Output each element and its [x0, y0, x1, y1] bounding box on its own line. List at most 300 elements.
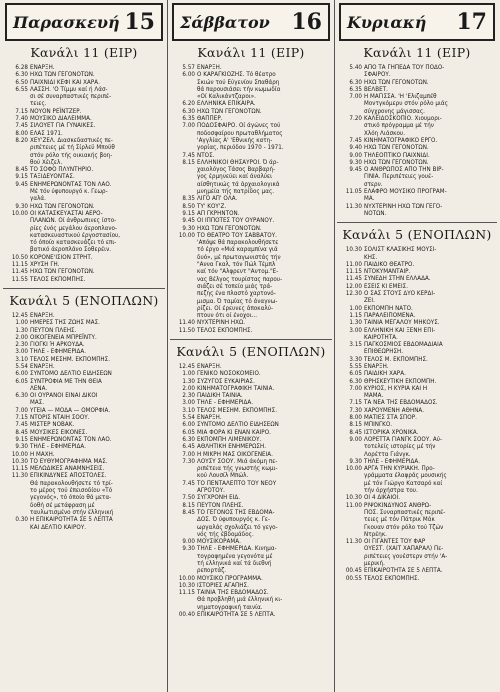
program-entry	[7, 480, 165, 487]
program-title: Θά προβληθή μιά έλληνική κι-	[197, 596, 283, 604]
program-title: "Αννα Γκαλ, τόν Πώλ Τέμπλ	[197, 261, 276, 269]
program-entry	[341, 159, 497, 166]
program-time: 3.30	[349, 355, 362, 363]
program-entry	[174, 604, 332, 611]
program-title: ΧΑΡΟΥΜΕΝΗ ΑΘΗΝΑ.	[364, 406, 425, 414]
program-time: 11.00	[345, 260, 362, 268]
program-entry	[174, 173, 332, 180]
program-time: 12.00	[345, 282, 362, 290]
program-title: ΣΥΖΥΓΟΣ ΕΥΚΑΙΡΙΑΣ.	[197, 377, 255, 385]
program-title: ΟΙ ΚΑΤΑΣΚΕΥΑΣΤΑΙ ΑΕΡΟ-	[30, 209, 103, 217]
section-divider	[3, 288, 165, 289]
program-entry	[7, 451, 165, 458]
program-title: Ο ΚΑΡΑΓΚΙΟΖΗΣ. Τό θέατρο	[197, 71, 276, 79]
program-time: 1.30	[349, 319, 362, 327]
program-time: 2.00	[182, 384, 195, 392]
program-entry	[174, 225, 332, 232]
program-time	[174, 487, 197, 494]
program-title: ΤΟ ΓΕΓΟΝΟΣ ΤΗΣ ΕΒΔΟΜΑ-	[197, 508, 275, 516]
program-entry	[7, 122, 165, 129]
program-title: νηματογραφική ταινία.	[197, 603, 263, 611]
program-entry	[341, 305, 497, 312]
program-title: νός τής έβδομάδος.	[197, 530, 254, 538]
program-entry	[341, 421, 497, 428]
program-entry	[7, 327, 165, 334]
program-entry	[174, 487, 332, 494]
program-title: ΕΝΑΡΞΗ.	[30, 362, 55, 370]
program-entry	[7, 443, 165, 450]
program-title: μέ τόν Γιώργο Κατσαρό καί	[364, 479, 443, 487]
program-time	[174, 173, 197, 180]
day-date: 15	[124, 9, 155, 35]
program-title: ωργαλάς σχολιάζει τό γεγο-	[197, 523, 278, 531]
program-time: 11.45	[11, 268, 28, 276]
program-entry	[174, 152, 332, 159]
program-title: γορίας, περιόδου 1970 - 1971.	[197, 144, 284, 152]
program-time	[174, 246, 197, 253]
program-entry	[7, 152, 165, 159]
program-entry	[174, 100, 332, 107]
program-time: 9.45	[182, 217, 195, 225]
program-title: ΕΠΙΚΙΝΔΥΝΕΣ ΑΠΟΣΤΟΛΕΣ.	[30, 472, 107, 480]
program-entry	[7, 414, 165, 421]
program-time: 9.30	[349, 158, 362, 166]
program-title: ΠΟΔΟΣΦΑΙΡΟ. Οί άγώνες τού	[197, 122, 281, 130]
program-title: δοθή σέ μετάφραση μέ	[30, 501, 95, 509]
program-entry	[341, 363, 497, 370]
program-time	[341, 210, 364, 217]
program-title: ΜΙΣΤΕΡ ΝΟΒΑΚ.	[30, 421, 75, 429]
program-entry	[174, 305, 332, 312]
program-entry	[341, 137, 497, 144]
program-title: ποδοσφαίρου πρωταθλήματος	[197, 129, 283, 137]
program-entry	[174, 392, 332, 399]
program-entry	[7, 108, 165, 115]
program-time	[7, 195, 30, 202]
program-title: ΤΗΛΕ - ΕΦΗΜΕΡΙΔΑ. Κινημα-	[197, 545, 277, 553]
program-time: 9.15	[15, 173, 28, 181]
day-name: Παρασκευή	[13, 12, 120, 32]
program-title: ΕΛΛΗΝΙΚΑ ΕΠΙΚΑΙΡΑ.	[197, 100, 256, 108]
program-entry	[174, 93, 332, 100]
program-entry	[341, 348, 497, 355]
program-time	[7, 159, 30, 166]
program-time	[174, 261, 197, 268]
program-time: 11.15	[345, 268, 362, 276]
program-entry	[341, 399, 497, 406]
program-time: 6.30	[15, 392, 28, 400]
program-time	[7, 152, 30, 159]
program-entry	[341, 560, 497, 567]
program-title: ΣΦΑΙΡΟΥ.	[364, 71, 391, 79]
program-title: ΑΠ ΓΚΡΗΝΤΟΝ.	[197, 209, 240, 217]
program-entry	[341, 341, 497, 348]
program-entry	[7, 166, 165, 173]
program-time: 9.30	[182, 224, 195, 232]
program-entry	[174, 582, 332, 589]
program-title: Ο ΣΑΣ ΣΤΟΥΣ ΔΥΟ ΚΕΡΔΙ-	[364, 290, 436, 298]
program-entry	[341, 545, 497, 552]
program-list	[341, 246, 497, 582]
program-time: 6.00	[182, 421, 195, 429]
program-entry	[174, 538, 332, 545]
program-entry	[7, 261, 165, 268]
program-time: 11.30	[11, 472, 28, 480]
program-time: 7.00	[349, 93, 362, 101]
program-time: 7.30	[349, 406, 362, 414]
program-time: 6.00	[15, 370, 28, 378]
program-title: γράμματα έλαφράς μουσικής	[364, 472, 447, 480]
program-time: 9.40	[349, 144, 362, 152]
program-time: 1.15	[349, 311, 362, 319]
program-title: ΑΡΓΑ ΤΗΝ ΚΥΡΙΑΚΗ. Προ-	[364, 465, 435, 473]
program-entry	[341, 152, 497, 159]
program-time	[7, 100, 30, 107]
program-title: ταυλωτισμένο στήν έλληνική	[30, 508, 114, 516]
program-time: 3.10	[15, 355, 28, 363]
program-time	[7, 509, 30, 516]
program-time: 9.00	[349, 151, 362, 159]
program-title: χαιολόγος Τάσος Βαρβαρή-	[197, 166, 276, 174]
program-time: 11.30	[345, 538, 362, 546]
program-title: ΟΙ ΟΥΡΑΝΟΙ ΕΙΝΑΙ ΔΙΚΟΙ	[30, 392, 98, 400]
program-entry	[174, 217, 332, 224]
program-entry	[341, 268, 497, 275]
program-entry	[174, 531, 332, 538]
program-entry	[7, 472, 165, 479]
program-title: ΕΝΑΡΞΗ.	[364, 362, 389, 370]
program-entry	[341, 319, 497, 326]
program-title: ΟΙ ΓΙΓΑΝΤΕΣ ΤΟΥ ΦΑΡ	[364, 538, 426, 546]
program-entry	[341, 144, 497, 151]
program-entry	[174, 203, 332, 210]
day-date: 16	[291, 9, 322, 35]
program-time: 9.30	[182, 545, 195, 553]
program-title: στερν.	[364, 180, 383, 188]
program-title: Σκιών τού Εύγενίου Σπαθάρη	[197, 78, 280, 86]
program-time	[174, 604, 197, 611]
program-time: 7.15	[15, 107, 28, 115]
program-entry	[7, 276, 165, 283]
program-entry	[7, 356, 165, 363]
program-title: τογραφημένα γεγονότα μέ	[197, 552, 273, 560]
program-title: ΤΕΛΟΣ ΕΚΠΟΜΠΗΣ.	[197, 326, 253, 334]
program-title: ΝΥΧΤΕΡΙΝΗ ΗΧΩ ΤΩΝ ΓΕΓΟ-	[364, 202, 443, 210]
program-time: 7.00	[182, 450, 195, 458]
column-divider	[334, 0, 335, 692]
program-time: 6.30	[349, 78, 362, 86]
program-entry	[341, 100, 497, 107]
program-time: 2.30	[182, 392, 195, 400]
program-entry	[7, 173, 165, 180]
program-entry	[174, 290, 332, 297]
program-time: 10.00	[11, 209, 28, 217]
program-time	[174, 268, 197, 275]
program-time: 3.15	[349, 341, 362, 349]
program-title: ΑΘΛΗΤΙΚΗ ΕΝΗΜΕΡΩΣΗ.	[197, 443, 267, 451]
program-time	[341, 348, 364, 355]
program-title: ΕΝΑΡΞΗ.	[30, 311, 55, 319]
program-time: 9.00	[182, 538, 195, 546]
program-title: τό όποίο κατασκευάζει τό επι-	[30, 239, 117, 247]
program-time	[174, 276, 197, 283]
program-time: 9.15	[182, 209, 195, 217]
program-title: ΡΙΨΟΚΙΝΔΥΝΟΣ ΑΝΘΡΩ-	[364, 501, 432, 509]
program-title: ΝΤΟΚΥΜΑΝΤΑΙΡ.	[364, 268, 411, 276]
program-entry	[7, 421, 165, 428]
program-title: ΤΥ' ΚΟΥ'Ζ.	[197, 202, 227, 210]
program-time	[341, 181, 364, 188]
column-saturday	[170, 0, 332, 692]
program-entry	[341, 108, 497, 115]
section-divider	[170, 339, 332, 340]
program-entry	[174, 399, 332, 406]
program-title: ΤΕΛΟΣ ΕΚΠΟΜΠΗΣ.	[364, 574, 420, 582]
program-time: 6.30	[182, 435, 195, 443]
program-entry	[341, 334, 497, 341]
program-title: ΤΑΙΝΙΑ ΤΗΣ ΕΒΔΟΜΑΔΟΣ.	[197, 589, 269, 597]
program-time: 7.45	[15, 122, 28, 130]
program-title: ΗΧΩ ΤΩΝ ΓΕΓΟΝΟΤΩΝ.	[364, 144, 429, 152]
program-title: πεζης ένα πλαστό χαρτονό-	[197, 290, 276, 298]
program-time	[174, 283, 197, 290]
program-time	[7, 239, 30, 246]
program-title: ΚΟΡΟΝΕ'ΙΣΙΟΝ ΣΤΡΗΤ.	[30, 253, 93, 261]
program-entry	[341, 275, 497, 282]
program-entry	[174, 516, 332, 523]
program-title: ΜΟΥΣΙΚΕΣ ΕΙΚΟΝΕΣ.	[30, 428, 88, 436]
day-header	[339, 3, 495, 41]
program-entry	[7, 370, 165, 377]
program-title: ΣΙΛΟΥΕΤ ΓΙΑ ΓΥΝΑΙΚΕΣ.	[30, 122, 96, 130]
program-title: ΤΗΛΕ - ΕΦΗΜΕΡΙΔΑ.	[30, 443, 87, 451]
program-title: ΠΟΣ. Συναρπαστικές περιπέ-	[364, 508, 446, 516]
program-title: «Οί Καλικάντζαροι».	[197, 93, 256, 101]
program-title: ΜΑΜΑ.	[364, 392, 384, 400]
program-time: 7.45	[182, 151, 195, 159]
program-title: ΝΤΟΣ.	[197, 151, 215, 159]
program-title: αίσθητικώς τά άρχαιολογικά	[197, 180, 280, 188]
program-entry	[341, 297, 497, 304]
program-time	[341, 451, 364, 458]
program-time: 10.00	[178, 231, 195, 239]
program-title: ΗΧΩ ΤΩΝ ΓΕΓΟΝΟΤΩΝ.	[197, 224, 262, 232]
program-time: 5.40	[349, 64, 362, 71]
program-title: βατικό άεροπλάνο Σοθερέιν.	[30, 246, 112, 254]
program-entry	[174, 122, 332, 129]
program-title: Ο ΑΝΘΡΩΠΟΣ ΑΠΟ ΤΗΝ ΒΙΡ-	[364, 166, 444, 174]
program-time	[174, 239, 197, 246]
program-title: ΠΑΙΔΙΚΟ ΘΕΑΤΡΟ.	[364, 260, 415, 268]
program-time	[174, 524, 197, 531]
program-entry	[7, 524, 165, 531]
program-time	[341, 173, 364, 180]
program-title: τειες μέ τόν Πάτρικ Μάκ	[364, 516, 435, 524]
program-time: 7.00	[182, 122, 195, 130]
program-entry	[341, 531, 497, 538]
program-time: 7.00	[15, 406, 28, 414]
program-entry	[174, 195, 332, 202]
program-time	[174, 312, 197, 319]
program-title: ΜΟΥΣΙΚΟΡΑΜΑ.	[197, 538, 241, 546]
program-entry	[341, 385, 497, 392]
program-time: 1.30	[182, 377, 195, 385]
program-entry	[7, 93, 165, 100]
program-title: ΤΟ ΣΟΦΟ ΠΛΥΝΤΗΡΙΟ.	[30, 166, 94, 174]
program-title: ΝΤΟΡΙΣ ΝΤΑΙΗ ΣΟΟΥ.	[30, 414, 90, 422]
program-title: ΛΙΓΟ ΑΠ' ΟΛΑ.	[197, 195, 238, 203]
program-time: 11.15	[11, 465, 28, 473]
program-entry	[174, 79, 332, 86]
program-time: 3.10	[182, 406, 195, 414]
program-title: ΣΥΝΤΟΜΟ ΔΕΛΤΙΟ ΕΙΔΗΣΕΩΝ	[30, 370, 112, 378]
program-title: ΕΝΑΡΞΗ.	[197, 64, 222, 71]
program-title: ΙΣΤΟΡΙΕΣ ΑΓΑΠΗΣ.	[197, 581, 249, 589]
program-time	[341, 516, 364, 523]
program-entry	[341, 64, 497, 71]
program-entry	[7, 494, 165, 501]
program-title: στόν ρόλο τής οικιακής βοη-	[30, 151, 113, 159]
program-time: 00.45	[345, 567, 362, 575]
program-entry	[341, 378, 497, 385]
program-title: Θά παρακολουθήσετε τό τρί-	[30, 479, 113, 487]
program-entry	[174, 575, 332, 582]
program-title: ΚΑΛΕΙΔΟΣΚΟΠΙΟ. Χιουμορι-	[364, 115, 442, 123]
program-time: 7.45	[349, 136, 362, 144]
program-title: ΘΑΠΠΕΡ.	[197, 115, 223, 123]
program-entry	[341, 188, 497, 195]
program-title: ΖΕΙ.	[364, 297, 375, 305]
program-entry	[7, 429, 165, 436]
program-time	[341, 100, 364, 107]
channel-heading: Κανάλι 11 (ΕΙΡ)	[30, 45, 138, 60]
program-time	[341, 122, 364, 129]
program-title: ΣΟΛΙΣΤ ΚΛΑΣΙΚΗΣ ΜΟΥΣΙ-	[364, 246, 437, 254]
program-entry	[341, 502, 497, 509]
program-time	[174, 298, 197, 305]
program-entry	[7, 64, 165, 71]
program-time: 9.15	[15, 435, 28, 443]
program-title: ΚΗΣ.	[364, 253, 378, 261]
program-time	[174, 553, 197, 560]
program-entry	[341, 487, 497, 494]
program-time	[174, 596, 197, 603]
program-entry	[341, 283, 497, 290]
program-entry	[174, 268, 332, 275]
program-entry	[7, 348, 165, 355]
column-sunday	[337, 0, 497, 692]
program-title: ΛΟΥΣΥ ΣΟΟΥ. Μιά άκόμη πε-	[197, 457, 278, 465]
program-time	[174, 567, 197, 574]
program-time: 0.30	[15, 516, 28, 524]
program-entry	[7, 407, 165, 414]
program-entry	[341, 414, 497, 421]
program-title: ΤΕΛΟΣ ΕΚΠΟΜΠΗΣ.	[30, 275, 86, 283]
program-time	[174, 79, 197, 86]
program-entry	[174, 502, 332, 509]
program-title: ΕΝΗΜΕΡΩΝΟΝΤΑΣ ΤΟΝ ΛΑΟ.	[30, 435, 112, 443]
program-title: ΓΕΝΙΚΟ ΝΟΣΟΚΟΜΕΙΟ.	[197, 370, 261, 378]
program-entry	[174, 298, 332, 305]
section-divider	[337, 222, 497, 223]
program-title: το μέρος τού έπεισοδίου «Τό	[30, 487, 113, 495]
program-title: ΜΙΑ ΦΟΡΑ ΚΙ ΕΝΑΝ ΚΑΙΡΟ.	[197, 428, 271, 436]
program-entry	[174, 246, 332, 253]
program-title: ρίζει. Οί έρευνες άποκαλύ-	[197, 304, 274, 312]
program-entry	[341, 71, 497, 78]
program-time	[7, 524, 30, 531]
program-entry	[341, 458, 497, 465]
program-title: ΜΑΣ.	[30, 399, 45, 407]
program-title: ΗΧΩ ΤΩΝ ΓΕΓΟΝΟΤΩΝ.	[30, 71, 95, 79]
program-title: θού Χέιζελ.	[30, 158, 63, 166]
program-title: μερική.	[364, 560, 385, 567]
program-time	[341, 509, 364, 516]
program-time: 2.30	[15, 341, 28, 349]
program-entry	[7, 217, 165, 224]
program-time	[7, 246, 30, 253]
program-time: 9.00	[349, 435, 362, 443]
program-entry	[341, 392, 497, 399]
program-time: 8.15	[182, 158, 195, 166]
program-entry	[7, 254, 165, 261]
program-time: 11.05	[345, 188, 362, 196]
program-time: 10.00	[345, 465, 362, 473]
program-time	[174, 472, 197, 479]
program-title: ρεπορτάζ.	[197, 567, 227, 575]
program-time: 7.45	[182, 479, 195, 487]
program-time: 8.45	[349, 428, 362, 436]
program-time	[341, 254, 364, 261]
program-entry	[174, 378, 332, 385]
program-entry	[341, 407, 497, 414]
program-entry	[7, 458, 165, 465]
program-title: ΜΕΛΩΔΙΚΕΣ ΑΝΑΜΝΗΣΕΙΣ.	[30, 465, 105, 473]
program-time: 7.30	[182, 457, 195, 465]
program-time	[7, 232, 30, 239]
program-title: ΤΕΛΟΣ ΜΕΣΗΜ. ΕΚΠΟΜΠΗΣ.	[30, 355, 111, 363]
program-entry	[7, 144, 165, 151]
program-time: 9.30	[15, 443, 28, 451]
channel-heading: Κανάλι 5 (ΕΝΟΠΛΩΝ)	[342, 227, 492, 243]
program-title: ριπέτειες μέ τή Σίρλεϋ Μποϋθ	[30, 144, 115, 152]
program-time: 11.50	[178, 326, 195, 334]
program-time	[341, 392, 364, 399]
program-entry	[174, 130, 332, 137]
program-time	[7, 225, 30, 232]
program-entry	[7, 100, 165, 107]
program-time: 2.00	[15, 333, 28, 341]
program-time: 9.30	[349, 457, 362, 465]
program-entry	[174, 319, 332, 326]
program-entry	[174, 436, 332, 443]
program-title: ΟΙ 4 ΔΙΚΑΙΟΙ.	[364, 494, 401, 502]
program-time: 6.20	[182, 100, 195, 108]
program-entry	[7, 203, 165, 210]
program-title: ΕΝΑΡΞΗ.	[30, 64, 55, 71]
program-title: ΚΙΝΗΜΑΤΟΓΡΑΦΙΚΗ ΤΑΙΝΙΑ.	[197, 384, 275, 392]
program-title: ΤΗΛΕΟΠΤΙΚΟ ΠΑΙΧΝΙΔΙ.	[364, 151, 430, 159]
program-time	[341, 443, 364, 450]
program-entry	[174, 429, 332, 436]
program-title: ΣΥΓΧΡΟΝΗ ΕΙΔ.	[197, 494, 241, 502]
program-time	[7, 502, 30, 509]
program-entry	[7, 502, 165, 509]
program-title: ΣΥΝΤΟΜΟ ΔΕΛΤΙΟ ΕΙΔΗΣΕΩΝ	[197, 421, 279, 429]
program-title: ΤΟ ΕΥΘΥΜΟΓΡΑΦΗΜΑ ΜΑΣ.	[30, 457, 108, 465]
day-name: Σάββατον	[180, 12, 270, 32]
program-title: Η ΜΑΧΗ.	[30, 450, 55, 458]
